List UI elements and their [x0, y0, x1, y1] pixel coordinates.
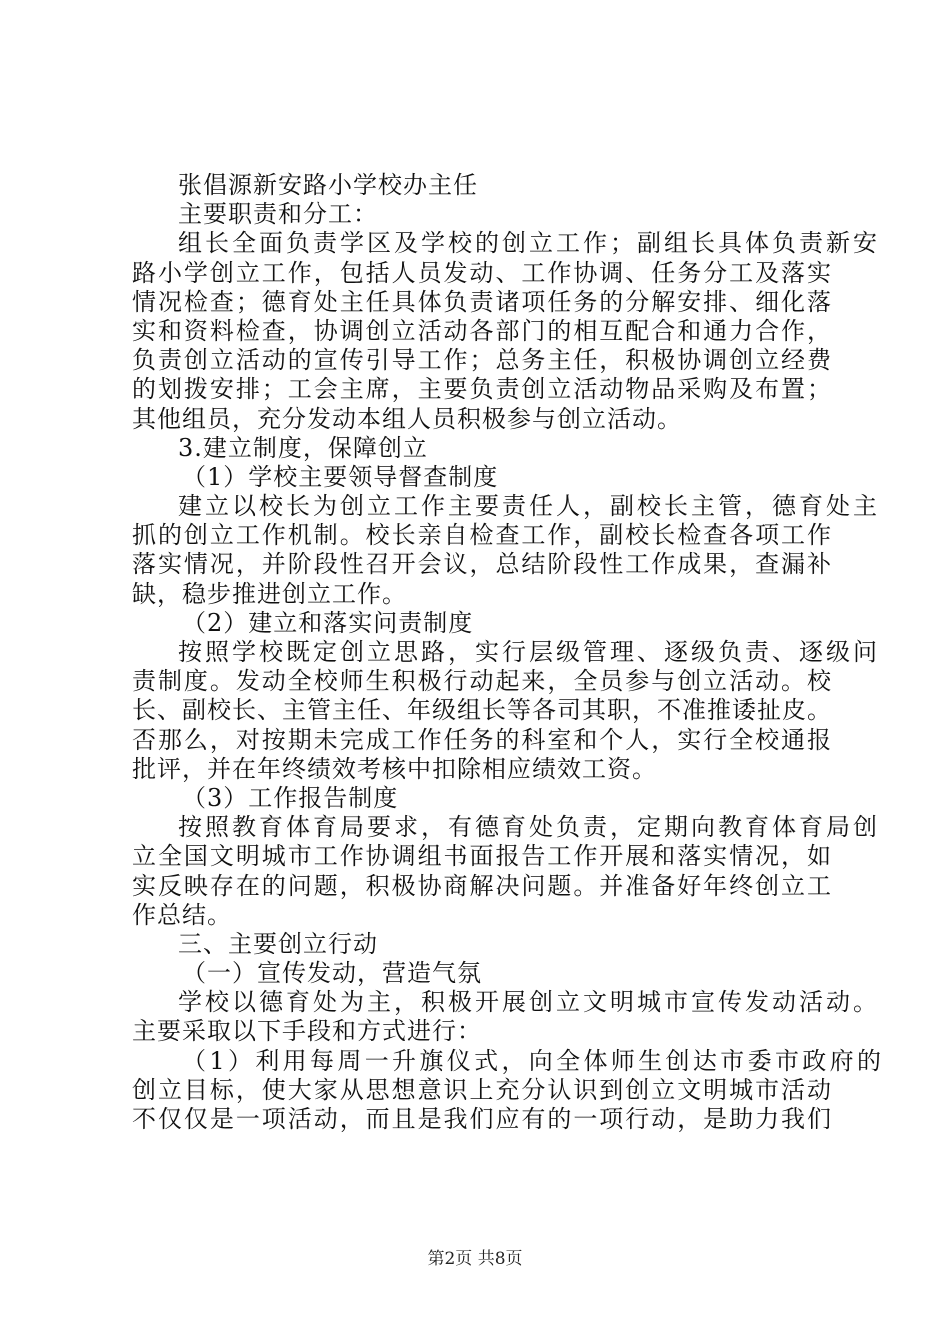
text-line: 建立以校长为创立工作主要责任人，副校长主管，德育处主	[178, 492, 878, 521]
text-line: 主要职责和分工：	[178, 200, 378, 229]
text-line: 抓的创立工作机制。校长亲自检查工作，副校长检查各项工作	[132, 521, 832, 550]
document-body	[132, 171, 882, 1134]
text-line: 长、副校长、主管主任、年级组长等各司其职，不准推诿扯皮。	[132, 696, 832, 725]
text-line: （1）利用每周一升旗仪式，向全体师生创达市委市政府的	[182, 1046, 882, 1075]
text-line: （3）工作报告制度	[182, 783, 399, 812]
text-line: 实和资料检查，协调创立活动各部门的相互配合和通力合作，	[132, 316, 832, 345]
text-line: 组长全面负责学区及学校的创立工作；副组长具体负责新安	[178, 229, 878, 258]
text-line: 路小学创立工作，包括人员发动、工作协调、任务分工及落实	[132, 258, 832, 287]
text-line: 负责创立活动的宣传引导工作；总务主任，积极协调创立经费	[132, 346, 832, 375]
text-line: 其他组员，充分发动本组人员积极参与创立活动。	[132, 404, 682, 433]
text-line: 批评，并在年终绩效考核中扣除相应绩效工资。	[132, 754, 657, 783]
text-line: 创立目标，使大家从思想意识上充分认识到创立文明城市活动	[132, 1075, 832, 1104]
text-line: 否那么，对按期未完成工作任务的科室和个人，实行全校通报	[132, 725, 832, 754]
text-line: （2）建立和落实问责制度	[182, 608, 474, 637]
text-line: 作总结。	[132, 900, 232, 929]
text-line: 的划拨安排；工会主席，主要负责创立活动物品采购及布置；	[132, 375, 832, 404]
text-line: 情况检查；德育处主任具体负责诸项任务的分解安排、细化落	[132, 287, 832, 316]
text-line: 按照教育体育局要求，有德育处负责，定期向教育体育局创	[178, 813, 878, 842]
text-line: （1）学校主要领导督查制度	[182, 462, 499, 491]
text-line: 主要采取以下手段和方式进行：	[132, 1017, 482, 1046]
page-footer: 第2页 共8页	[427, 1249, 523, 1269]
text-line: 实反映存在的问题，积极协商解决问题。并准备好年终创立工	[132, 871, 832, 900]
text-line: 学校以德育处为主，积极开展创立文明城市宣传发动活动。	[178, 988, 878, 1017]
text-line: 不仅仅是一项活动，而且是我们应有的一项行动，是助力我们	[132, 1105, 832, 1133]
text-line: 3.建立制度，保障创立	[178, 433, 428, 462]
text-line: 按照学校既定创立思路，实行层级管理、逐级负责、逐级问	[178, 638, 878, 666]
text-line: 三、主要创立行动	[178, 929, 378, 958]
text-line: 缺，稳步推进创立工作。	[132, 579, 407, 608]
text-line: 立全国文明城市工作协调组书面报告工作开展和落实情况，如	[132, 842, 832, 871]
text-line: 责制度。发动全校师生积极行动起来，全员参与创立活动。校	[132, 667, 832, 696]
text-line: （一）宣传发动，营造气氛	[182, 959, 482, 988]
text-line: 张倡源新安路小学校办主任	[178, 171, 478, 199]
text-line: 落实情况，并阶段性召开会议，总结阶段性工作成果，查漏补	[132, 550, 832, 579]
